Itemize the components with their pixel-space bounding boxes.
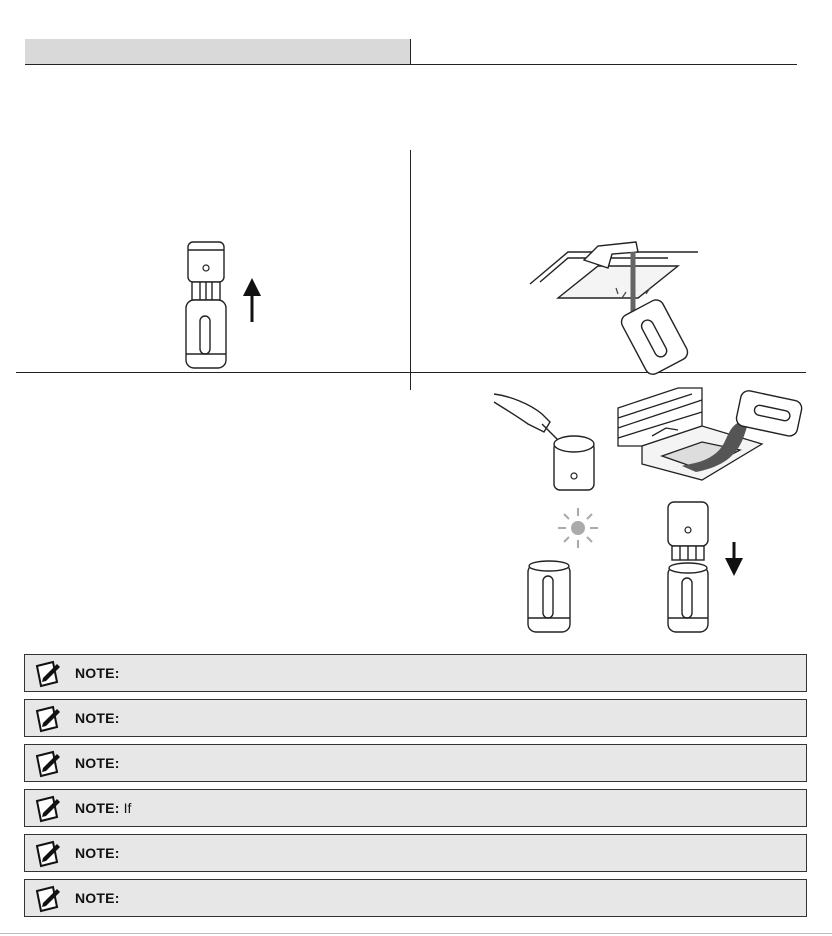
illustration-reassemble bbox=[664, 500, 754, 634]
note-label: NOTE: bbox=[75, 755, 120, 771]
illustration-pour-water bbox=[612, 384, 802, 484]
note-pencil-icon bbox=[33, 838, 63, 868]
note-box bbox=[24, 699, 807, 737]
note-text: If bbox=[123, 800, 132, 816]
note-label: NOTE: bbox=[75, 845, 120, 861]
section-header-bar bbox=[25, 39, 410, 64]
arrow-down-icon bbox=[725, 542, 743, 576]
note-box bbox=[24, 654, 807, 692]
note-label: NOTE: bbox=[75, 665, 120, 681]
note-box bbox=[24, 879, 807, 917]
note-pencil-icon bbox=[33, 883, 63, 913]
section-divider bbox=[16, 372, 806, 373]
illustration-remove-top bbox=[180, 236, 270, 370]
note-label: NOTE: bbox=[75, 710, 120, 726]
note-pencil-icon bbox=[33, 748, 63, 778]
note-label: NOTE: bbox=[75, 800, 120, 816]
column-divider bbox=[410, 150, 411, 372]
note-box bbox=[24, 789, 807, 827]
sun-icon bbox=[558, 508, 598, 548]
header-rule bbox=[25, 64, 797, 65]
header-divider bbox=[410, 39, 411, 65]
illustration-rinse-tank bbox=[528, 238, 698, 372]
arrow-up-icon bbox=[243, 278, 261, 322]
illustration-clean-brush bbox=[490, 384, 600, 494]
note-pencil-icon bbox=[33, 793, 63, 823]
note-label: NOTE: bbox=[75, 890, 120, 906]
divider-tick bbox=[410, 372, 411, 390]
illustration-dry-tank bbox=[526, 506, 606, 634]
note-pencil-icon bbox=[33, 658, 63, 688]
note-box bbox=[24, 744, 807, 782]
note-box bbox=[24, 834, 807, 872]
page-bottom-rule bbox=[0, 933, 832, 934]
note-pencil-icon bbox=[33, 703, 63, 733]
